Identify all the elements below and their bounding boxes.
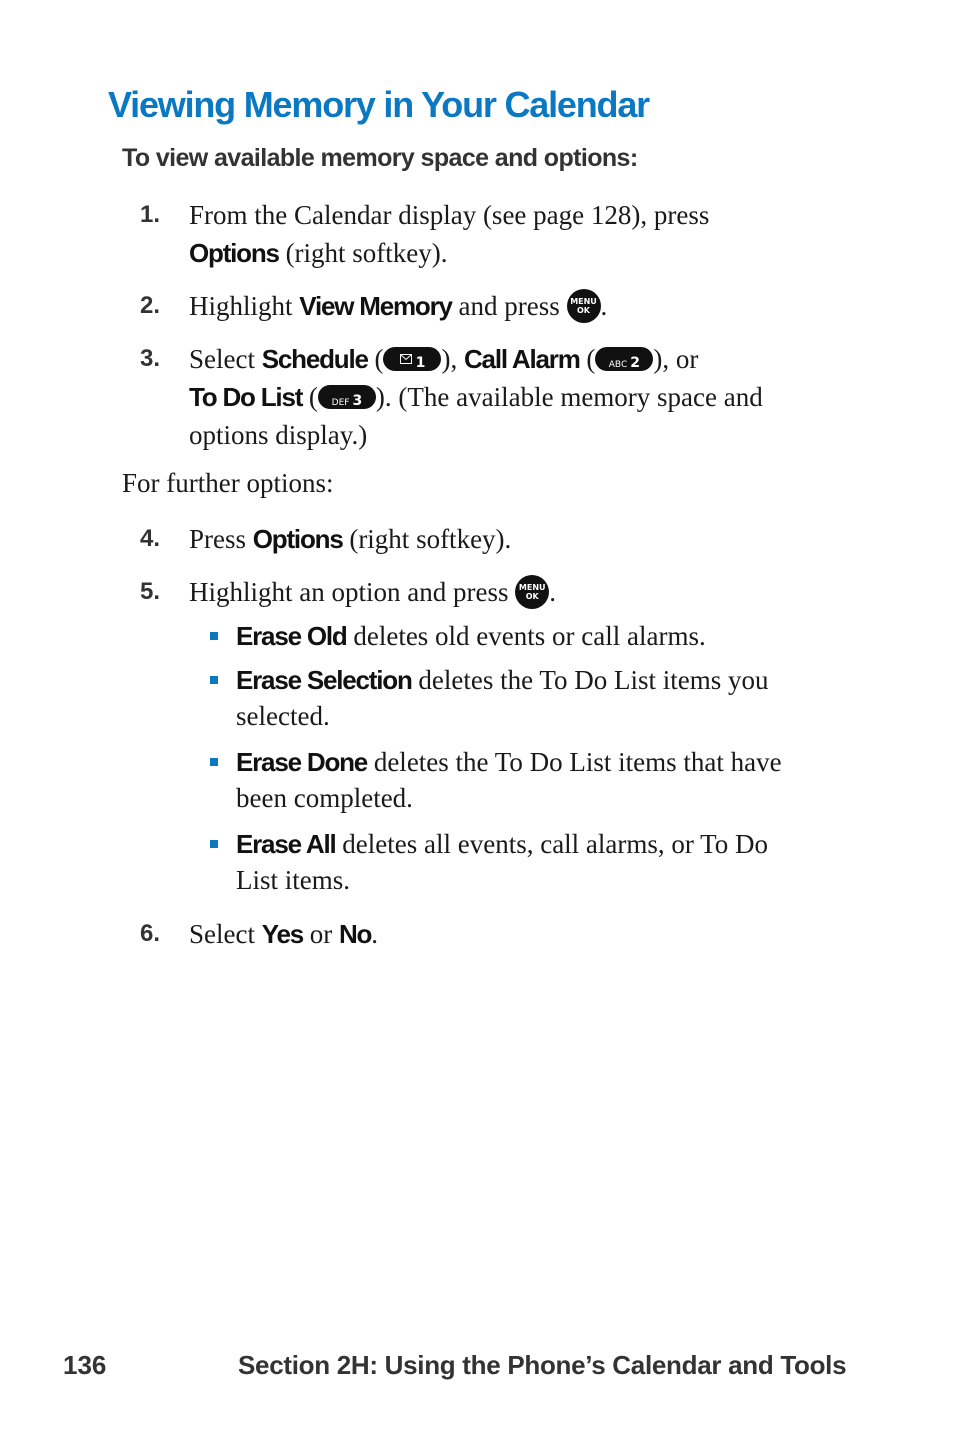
key-3-icon: DEF 3 — [318, 385, 376, 409]
menu-ok-key-icon: MENU OK — [515, 575, 549, 609]
step-text: Press — [189, 524, 253, 554]
erase-old-keyword: Erase Old — [236, 621, 347, 651]
step-text: ( — [367, 344, 384, 374]
options-keyword: Options — [189, 238, 279, 268]
bullet-text: deletes old events or call alarms. — [346, 621, 706, 651]
bullet-text: been completed. — [236, 783, 413, 813]
step-text: ), or — [653, 344, 699, 374]
step-text: From the Calendar display (see page 128), press — [189, 200, 710, 230]
options-keyword: Options — [252, 524, 343, 554]
menu-ok-key-icon: MENU OK — [567, 289, 601, 323]
intro-heading: To view available memory space and options: — [122, 144, 638, 172]
step-number: 2. — [140, 292, 161, 319]
erase-done-keyword: Erase Done — [236, 747, 368, 777]
step-number: 3. — [140, 345, 161, 372]
step-text: ( — [579, 344, 596, 374]
page-number: 136 — [63, 1350, 107, 1380]
call-alarm-keyword: Call Alarm — [463, 344, 580, 374]
key-1-icon: 1 — [383, 347, 441, 371]
step-number: 1. — [140, 201, 161, 228]
step-text: and press — [451, 291, 567, 321]
bullet-square-icon — [210, 758, 218, 766]
further-options-label: For further options: — [122, 468, 334, 498]
bullet-text: selected. — [236, 701, 330, 731]
step-text: . — [371, 919, 378, 949]
step-text: or — [302, 919, 339, 949]
page-title: Viewing Memory in Your Calendar — [108, 84, 649, 125]
view-memory-keyword: View Memory — [299, 291, 452, 321]
bullet-square-icon — [210, 676, 218, 684]
step-text: Highlight an option and press — [189, 577, 516, 607]
step-text: Select — [189, 344, 262, 374]
bullet-square-icon — [210, 632, 218, 640]
erase-all-keyword: Erase All — [236, 829, 336, 859]
step-text: Select — [189, 919, 262, 949]
step-text: Highlight — [189, 291, 300, 321]
step-text: ). (The available memory space and — [375, 382, 763, 412]
step-text: . — [549, 577, 556, 607]
step-text: . — [600, 291, 608, 321]
erase-selection-keyword: Erase Selection — [236, 665, 412, 695]
step-number: 5. — [140, 578, 161, 605]
step-number: 6. — [140, 920, 161, 947]
key-2-icon: ABC 2 — [595, 347, 653, 371]
yes-keyword: Yes — [261, 919, 303, 949]
bullet-text: deletes the To Do List items you — [411, 665, 769, 695]
step-text: ( — [302, 382, 318, 412]
step-text: ), — [441, 344, 464, 374]
step-number: 4. — [140, 525, 161, 552]
no-keyword: No — [338, 919, 372, 949]
schedule-keyword: Schedule — [261, 344, 368, 374]
bullet-square-icon — [210, 840, 218, 848]
step-text: (right softkey). — [342, 524, 512, 554]
bullet-text: List items. — [236, 865, 350, 895]
step-text: (right softkey). — [278, 238, 448, 268]
to-do-list-keyword: To Do List — [189, 382, 303, 412]
step-text: options display.) — [189, 420, 368, 450]
bullet-text: deletes the To Do List items that have — [367, 747, 782, 777]
section-title: Section 2H: Using the Phone’s Calendar and Tools — [238, 1350, 847, 1380]
bullet-text: deletes all events, call alarms, or To Do — [335, 829, 769, 859]
